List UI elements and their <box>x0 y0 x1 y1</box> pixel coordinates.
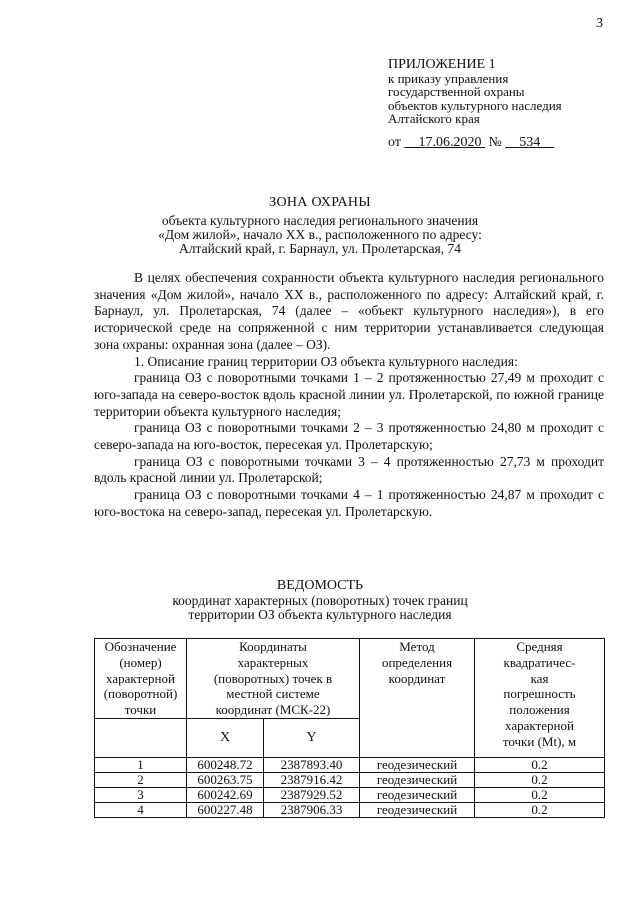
header-error <box>475 639 605 758</box>
cell-error: 0.2 <box>475 772 605 787</box>
zone-subtitle-line: объекта культурного наследия регионального значения <box>161 213 479 228</box>
header-line: (номер) <box>119 654 162 670</box>
header-x: X <box>187 718 264 757</box>
header-line: определения <box>381 654 453 670</box>
header-method <box>360 639 475 758</box>
vedomost-title: ВЕДОМОСТЬ <box>276 578 364 593</box>
body-text <box>94 270 604 521</box>
body-paragraph: граница ОЗ с поворотными точками 1 – 2 протяженностью 27,49 м проходит с юго-запада на северо-восток вдоль красной линии ул. Пролетарской, по южной границе территории объекта культурного наследия; <box>94 370 604 419</box>
header-line: (поворотной) <box>103 686 178 702</box>
appendix-block <box>388 58 628 126</box>
header-line: (поворотных) точек в <box>213 670 333 686</box>
header-line: Средняя <box>516 639 563 654</box>
table-row <box>95 802 605 817</box>
header-line: характерных <box>237 654 309 670</box>
cell-error: 0.2 <box>475 802 605 817</box>
order-number-value: 534 <box>519 135 541 150</box>
cell-x: 600227.48 <box>187 802 264 817</box>
cell-point: 2 <box>95 772 187 787</box>
header-point-cont <box>95 718 187 757</box>
cell-error: 0.2 <box>475 787 605 802</box>
appendix-title: ПРИЛОЖЕНИЕ 1 <box>388 57 496 72</box>
cell-y: 2387906.33 <box>264 802 360 817</box>
header-y: Y <box>264 718 360 757</box>
header-line: местной системе <box>226 686 320 702</box>
cell-point: 1 <box>95 757 187 772</box>
order-date-line <box>388 135 554 151</box>
cell-method: геодезический <box>360 772 475 787</box>
cell-method: геодезический <box>360 757 475 772</box>
order-date-value: 17.06.2020 <box>418 135 482 150</box>
appendix-line: объектов культурного наследия <box>388 97 562 113</box>
zone-subtitle <box>0 214 640 256</box>
header-line: погрешность <box>503 686 576 702</box>
table-row <box>95 787 605 802</box>
cell-y: 2387916.42 <box>264 772 360 787</box>
header-line: Метод <box>399 639 435 654</box>
cell-y: 2387893.40 <box>264 757 360 772</box>
cell-method: геодезический <box>360 802 475 817</box>
page-number: 3 <box>596 16 603 31</box>
order-date <box>404 135 485 150</box>
zone-subtitle-line: Алтайский край, г. Барнаул, ул. Пролетарская, 74 <box>179 241 461 256</box>
coordinates-table <box>94 638 605 818</box>
header-line: точки (Mt), м <box>502 733 577 749</box>
header-line: координат <box>388 670 446 686</box>
order-prefix: от <box>388 135 401 150</box>
zone-title: ЗОНА ОХРАНЫ <box>269 195 371 210</box>
cell-y: 2387929.52 <box>264 787 360 802</box>
cell-x: 600248.72 <box>187 757 264 772</box>
appendix-line: государственной охраны <box>388 84 525 99</box>
header-line: точки <box>124 702 157 718</box>
header-line: кая <box>530 670 549 686</box>
vedomost-subtitle <box>0 594 640 622</box>
appendix-line: к приказу управления <box>388 70 509 86</box>
appendix-line: Алтайского края <box>388 111 480 126</box>
body-paragraph: В целях обеспечения сохранности объекта культурного наследия регионального значения «Дом жилой», начало XX в., расположенного по адресу: Алтайский край, г. Барнаул, ул. Пролетарская, 74 (далее – «объект культурного наследия»), в его исторической среде на сопряженной с ним территории устанавливается следующая зона охраны: охранная зона (далее – ОЗ). <box>94 270 604 352</box>
zone-subtitle-line: «Дом жилой», начало XX в., расположенного по адресу: <box>158 227 482 242</box>
header-line: характерной <box>106 670 175 686</box>
header-point <box>95 639 187 719</box>
cell-x: 600263.75 <box>187 772 264 787</box>
header-line: квадратичес- <box>503 654 576 670</box>
cell-error: 0.2 <box>475 757 605 772</box>
cell-point: 4 <box>95 802 187 817</box>
cell-x: 600242.69 <box>187 787 264 802</box>
body-paragraph: граница ОЗ с поворотными точками 4 – 1 протяженностью 24,87 м проходит с юго-востока на северо-запад, пересекая ул. Пролетарскую. <box>94 487 604 519</box>
vedomost-subtitle-line: территории ОЗ объекта культурного наследия <box>188 607 452 622</box>
body-paragraph: 1. Описание границ территории ОЗ объекта культурного наследия: <box>134 353 518 369</box>
vedomost-subtitle-line: координат характерных (поворотных) точек границ <box>172 593 468 608</box>
order-no-label: № <box>488 135 502 150</box>
table-row <box>95 757 605 772</box>
header-line: Координаты <box>239 639 307 654</box>
cell-method: геодезический <box>360 787 475 802</box>
header-line: положения <box>509 702 570 718</box>
body-paragraph: граница ОЗ с поворотными точками 2 – 3 протяженностью 24,80 м проходит с северо-запада на юго-восток, пересекая ул. Пролетарскую; <box>94 420 604 453</box>
header-line: координат (МСК-22) <box>215 702 331 718</box>
order-number <box>505 135 554 150</box>
header-line: характерной <box>505 717 574 733</box>
cell-point: 3 <box>95 787 187 802</box>
table-row <box>95 772 605 787</box>
header-coords <box>187 639 360 719</box>
header-line: Обозначение <box>104 639 177 654</box>
body-paragraph: граница ОЗ с поворотными точками 3 – 4 протяженностью 27,73 м проходит вдоль красной линии ул. Пролетарской; <box>94 453 604 486</box>
